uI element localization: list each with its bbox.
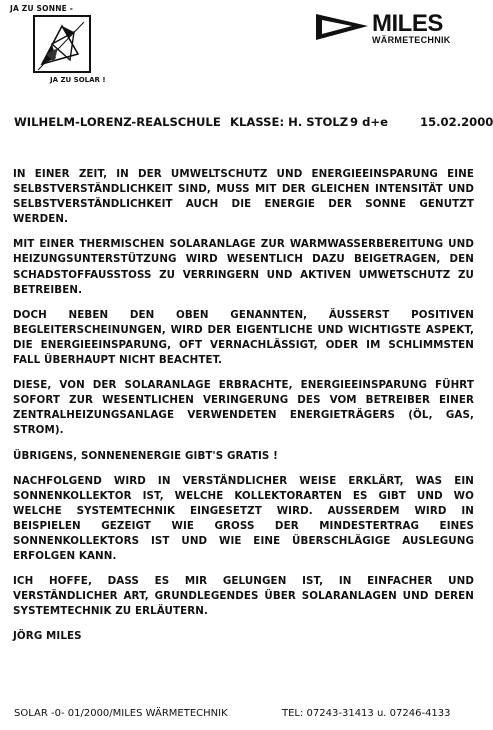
paragraph-overview: NACHFOLGEND WIRD IN VERSTÄNDLICHER WEISE ERKLÄRT, WAS EIN SONNENKOLLEKTOR IST, WELCHE KOLLEKTORARTEN ES GIBT UND WO WELCHE SYSTEMTECHNIK EINGESETZT WIRD. AUSSERDEM WIRD IN BEISPIELEN GEZEIGT WIE GROSS DER MINDESTERTRAG EINES SONNENKOLLEKTORS IST UND WIE EINE ÜBERSCHLÄGIGE AUSLEGUNG ERFOLGEN KANN. [13, 474, 474, 563]
paragraph-closing: ICH HOFFE, DASS ES MIR GELUNGEN IST, IN EINFACHER UND VERSTÄNDLICHER ART, GRUNDLEGENDES ÜBER SOLARANLAGEN UND DEREN SYSTEMTECHNIK ZU ERLÄUTERN. [13, 575, 474, 618]
paragraph-intro: IN EINER ZEIT, IN DER UMWELTSCHUTZ UND ENERGIEEINSPARUNG EINE SELBSTVERSTÄNDLICHKEIT SIND, MUSS MIT DER GLEICHEN INTENSITÄT UND SELBSTVERSTÄNDLICHKEIT AUCH DIE ENERGIE DER SONNE GENUTZT WERDEN. [13, 168, 474, 226]
page-footer [14, 708, 480, 719]
footer-left: SOLAR -0- 01/2000/MILES WÄRMETECHNIK [14, 708, 228, 719]
sun-logo-icon [32, 14, 92, 74]
grade-label: 9 d+e [350, 115, 388, 129]
school-name: WILHELM-LORENZ-REALSCHULE [14, 115, 221, 129]
brand-name: MILES [372, 10, 443, 37]
class-label: KLASSE: H. STOLZ [230, 115, 349, 129]
brand-subtitle: WÄRMETECHNIK [372, 35, 451, 45]
document-header [14, 115, 493, 129]
paragraph-solar-system: MIT EINER THERMISCHEN SOLARANLAGE ZUR WARMWASSERBEREITUNG UND HEIZUNGSUNTERSTÜTZUNG WIRD WESENTLICH DAZU BEIGETRAGEN, DEN SCHADSTOFFAUSSTOSS ZU VERRINGERN UND AKTIVEN UMWETSCHUTZ ZU BETREIBEN. [13, 238, 474, 296]
paragraph-savings: DIESE, VON DER SOLARANLAGE ERBRACHTE, ENERGIEEINSPARUNG FÜHRT SOFORT ZUR WESENTLICHEN VERINGERUNG DES VOM BETREIBER EINER ZENTRALHEIZUNGSANLAGE VERWENDETEN ENERGIETRÄGERS (ÖL, GAS, STROM). [13, 379, 474, 437]
body-text [13, 167, 474, 655]
logo-top-text: JA ZU SONNE - [10, 4, 74, 13]
paragraph-free-energy: ÜBRIGENS, SONNENENERGIE GIBT'S GRATIS ! [13, 449, 278, 462]
document-date: 15.02.2000 [420, 115, 493, 129]
brand-pennant-icon [314, 12, 370, 42]
author-signature: JÖRG MILES [13, 630, 82, 643]
logo-box [10, 4, 110, 86]
brand-logo [314, 10, 464, 50]
paragraph-side-effects: DOCH NEBEN DEN OBEN GENANNTEN, ÄUSSERST POSITIVEN BEGLEITERSCHEINUNGEN, WIRD DER EIGENTLICHE UND WICHTIGSTE ASPEKT, DIE ENERGIEEINSPARUNG, OFT VERNACHLÄSSIGT, ODER IM SCHLIMMSTEN FALL ÜBERHAUPT NICHT BEACHTET. [13, 308, 474, 367]
logo-bottom-text: JA ZU SOLAR ! [50, 76, 106, 84]
footer-phone: TEL: 07243-31413 u. 07246-4133 [282, 708, 451, 719]
